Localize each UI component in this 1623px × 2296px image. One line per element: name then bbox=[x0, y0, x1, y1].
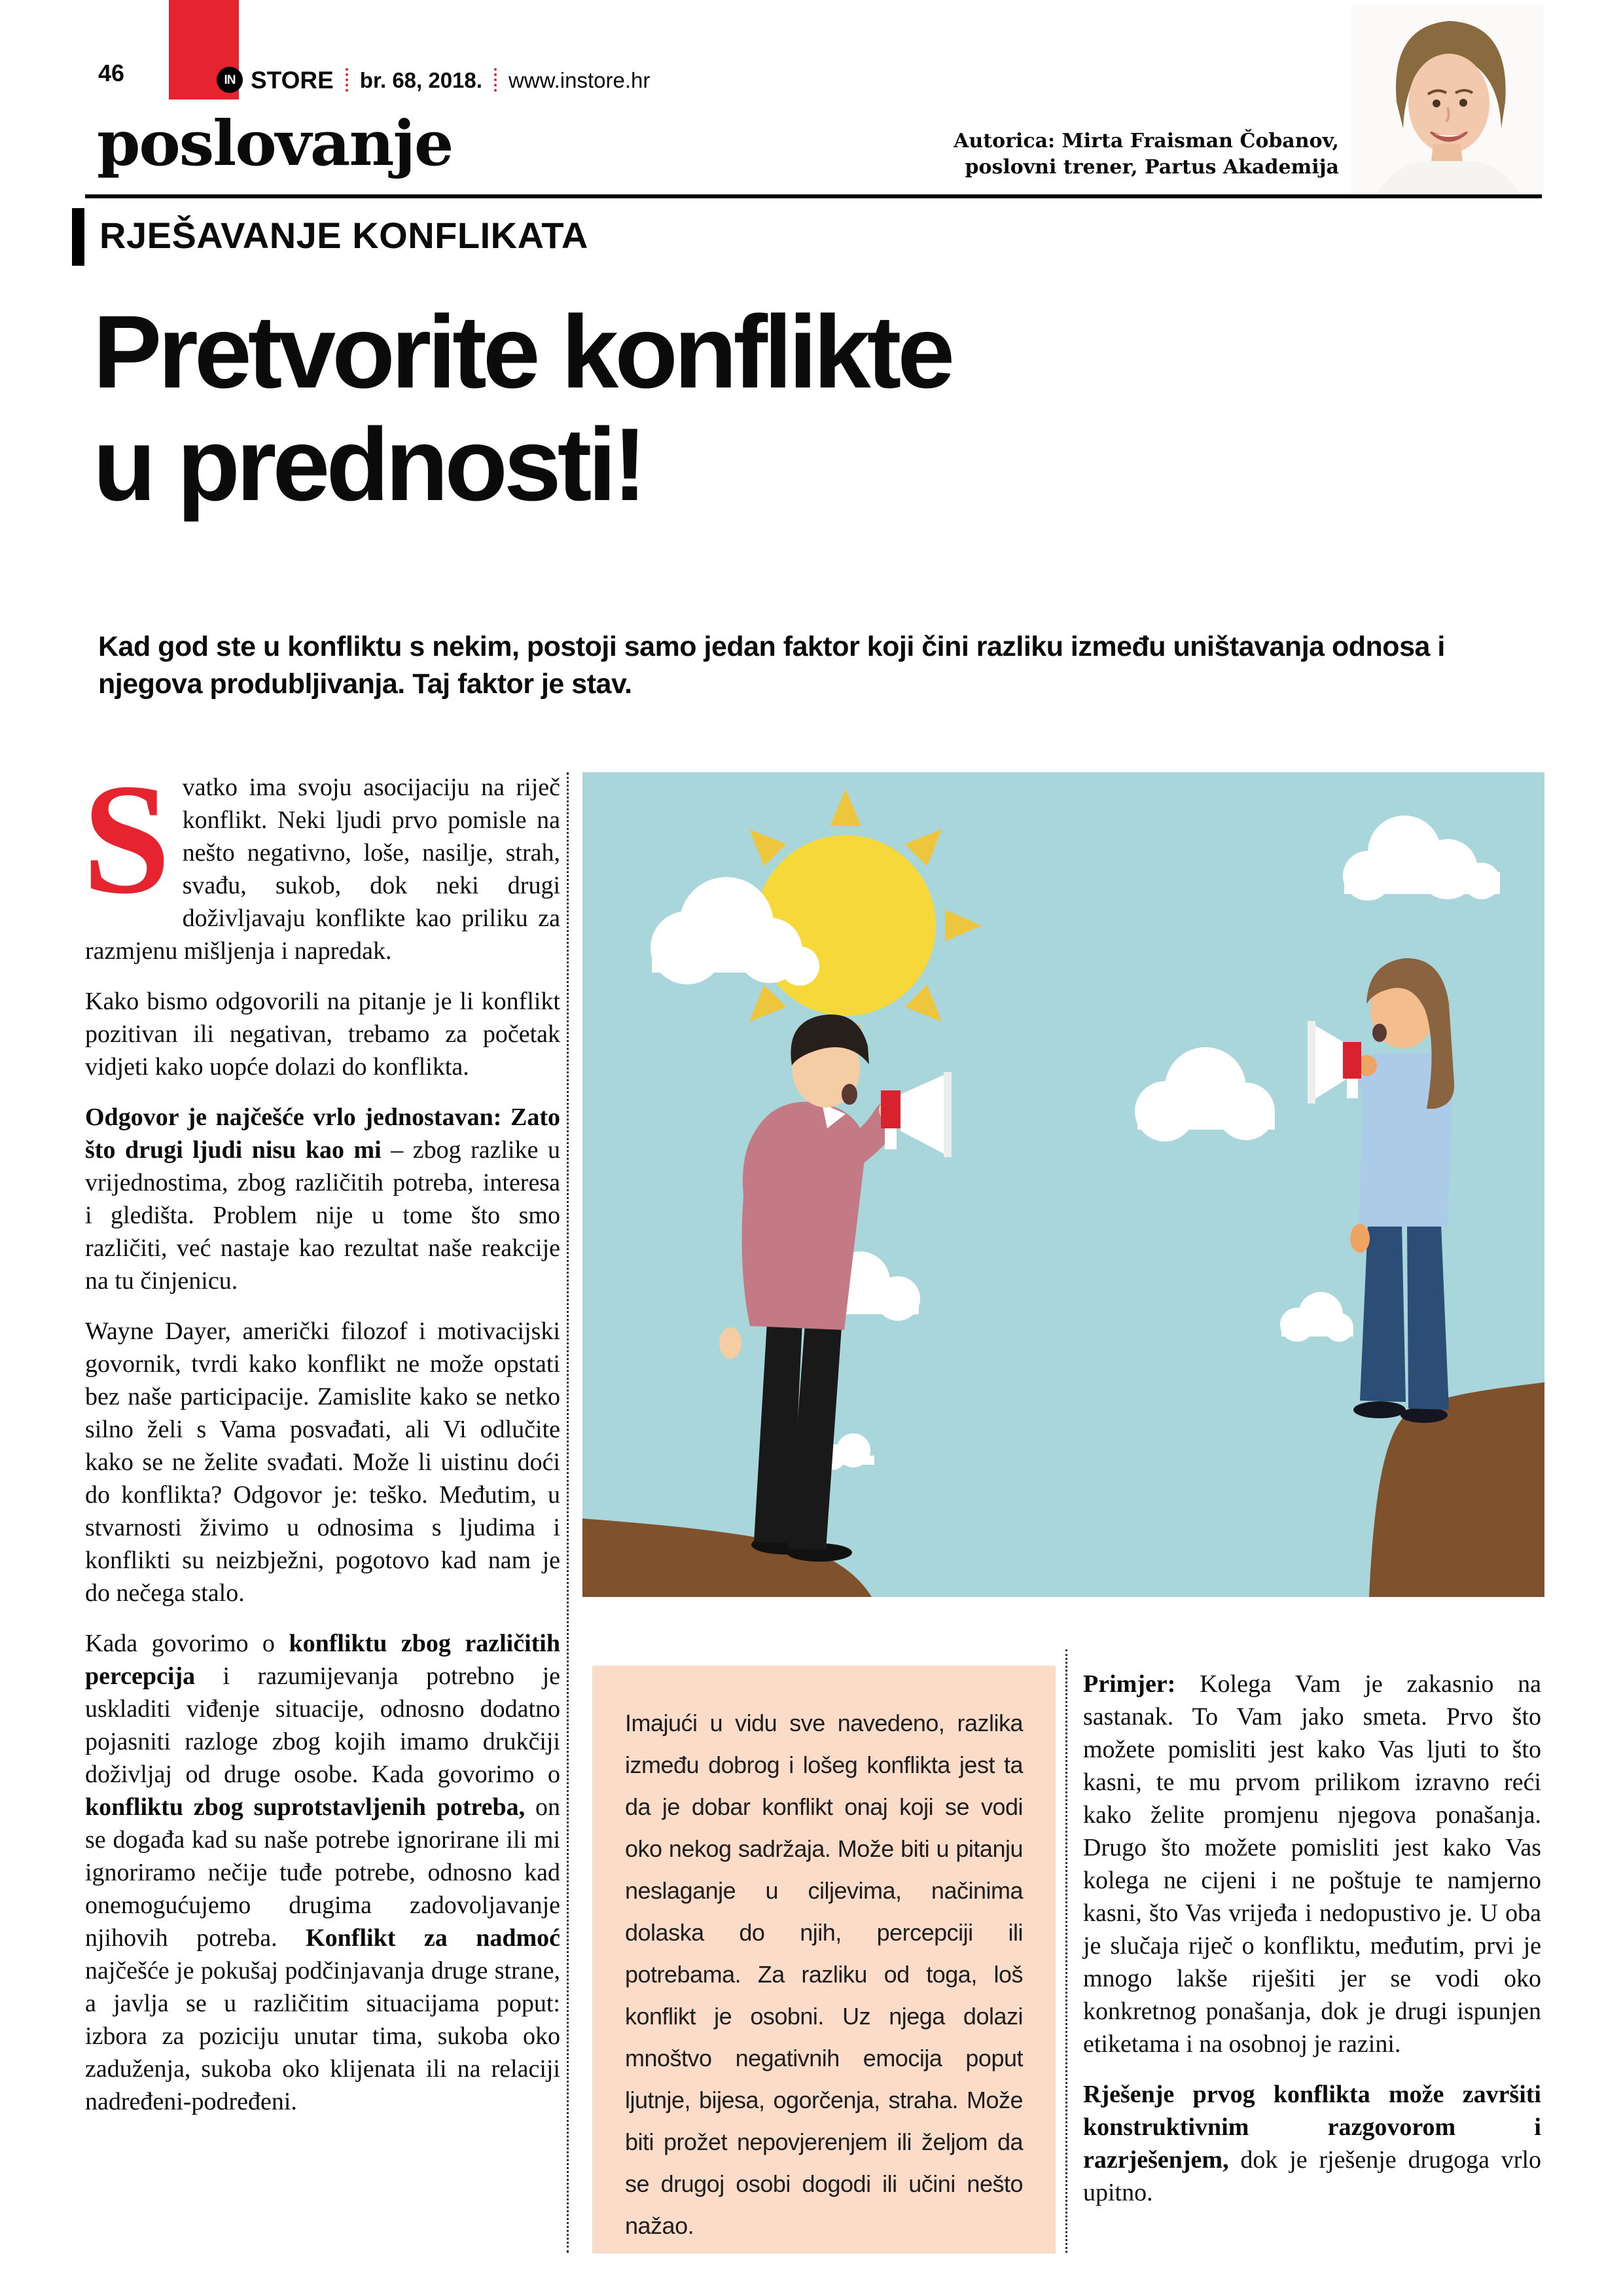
article-title-line2: u prednosti! bbox=[93, 407, 643, 522]
man-sweater bbox=[742, 1102, 866, 1330]
article-lead: Kad god ste u konfliktu s nekim, postoji samo jedan faktor koji čini razliku između uništavanja odnosa i njegova produbljivanja. Taj faktor je stav. bbox=[98, 631, 1445, 700]
article-title bbox=[93, 296, 951, 521]
paragraph: Primjer: Kolega Vam je zakasnio na sastanak. To Vam jako smeta. Prvo što možete pomisliti jest kako Vas ljuti to što kasni, te mu prvom prilikom izravno reći kako želite promjenu njegova ponašanja. Drugo što možete pomisliti jest kako Vas kolega ne cijeni i ne poštuje te namjerno kasni, što Vas vrijeđa i nedopustivo je. U oba je slučaja riječ o konfliktu, međutim, prvi je mnogo lakše riješiti jer se vodi oko konkretnog ponašanja, dok je drugi ispunjen etiketama i na osobnoj je razini. bbox=[1083, 1670, 1541, 2058]
author-photo bbox=[1351, 4, 1543, 194]
page-number: 46 bbox=[98, 60, 125, 86]
paragraph: Svatko ima svoju asocijaciju na riječ konflikt. Neki ljudi prvo pomisle na nešto negativno, loše, nasilje, strah, svađu, sukob, dok neki drugi doživljavaju konflikte kao priliku za razmjenu mišljenja i napredak. bbox=[82, 751, 560, 965]
article-column-3 bbox=[1083, 1668, 1541, 2257]
instore-logo-in-icon: IN bbox=[217, 67, 243, 93]
paragraph: Rješenje prvog konflikta može završiti konstruktivnim razgovorom i razrješenjem, dok je rješenje drugoga vrlo upitno. bbox=[1083, 2081, 1541, 2206]
instore-logo-store: STORE bbox=[251, 66, 334, 94]
kicker: RJEŠAVANJE KONFLIKATA bbox=[99, 215, 588, 256]
author-credit-line2: poslovni trener, Partus Akademija bbox=[965, 156, 1339, 179]
paragraph: Kada govorimo o konfliktu zbog različitih percepcija i razumijevanja potrebno je uskladiti viđenje situacije, odnosno dodatno pojasniti razloge zbog kojih imamo drukčiji doživljaj od druge osobe. Kada govorimo o konfliktu zbog suprotstavljenih potreba, on se događa kad su naše potrebe ignorirane ili mi ignoriramo nečije tuđe potrebe, odnosno kad onemogućujemo drugima zadovoljavanje njihovih potreba. Konflikt za nadmoć najčešće je pokušaj podčinjavanja druge strane, a javlja se u različitim situacijama poput: izbora za poziciju unutar tima, sukoba oko zaduženja, sukoba oko klijenata ili na relaciji nadređeni-podređeni. bbox=[85, 1630, 561, 2115]
article-title-line1: Pretvorite konflikte bbox=[93, 295, 952, 410]
header-meta bbox=[217, 65, 650, 94]
author-credit bbox=[954, 128, 1339, 181]
kicker-bar bbox=[72, 208, 84, 266]
column-separator bbox=[567, 772, 569, 2253]
conflict-illustration bbox=[582, 772, 1544, 1597]
website-url: www.instore.hr bbox=[508, 67, 651, 92]
drop-cap: S bbox=[82, 751, 171, 927]
highlight-box: Imajući u vidu sve navedeno, razlika između dobrog i lošeg konflikta jest ta da je dobar konflikt onaj koji se vodi oko nekog sadržaja. Može biti u pitanju neslaganje u ciljevima, načinima dolaska do njih, percepciji ili potrebama. Za razliku od toga, loš konflikt je osobni. Uz njega dolazi mnoštvo negativnih emocija poput ljutnje, bijesa, ogorčenja, straha. Može biti prožet nepovjerenjem ili željom da se drugoj osobi dogodi ili učini nešto nažao. bbox=[592, 1666, 1056, 2253]
section-title: poslovanje bbox=[97, 107, 453, 180]
issue-number: br. 68, 2018. bbox=[359, 67, 482, 92]
paragraph: Wayne Dayer, američki filozof i motivacijski govornik, tvrdi kako konflikt ne može opstati bez naše participacije. Zamislite kako se netko silno želi s Vama posvađati, ali Vi odlučite kako se ne želite svađati. Može li uistinu doći do konflikta? Odgovor je: teško. Međutim, u stvarnosti živimo u odnosima s ljudima i konflikti su neizbježni, pogotovo kad nam je do nečega stalo. bbox=[85, 1318, 560, 1607]
header-rule bbox=[85, 194, 1542, 198]
paragraph: Kako bismo odgovorili na pitanje je li konflikt pozitivan ili negativan, trebamo za početak vidjeti kako uopće dolazi do konflikta. bbox=[85, 988, 560, 1081]
author-credit-line1: Autorica: Mirta Fraisman Čobanov, bbox=[954, 130, 1339, 152]
column-separator bbox=[1065, 1649, 1067, 2253]
article-column-1 bbox=[82, 751, 561, 2257]
header-dotted-separator bbox=[494, 68, 497, 92]
author-portrait-graphic bbox=[1351, 4, 1543, 194]
paragraph: Odgovor je najčešće vrlo jednostavan: Zato što drugi ljudi nisu kao mi – zbog razlike u vrijednostima, zbog različitih potreba, interesa i gledišta. Problem nije u tome što smo različiti, već nastaje kao rezultat naše reakcije na tu činjenicu. bbox=[85, 1103, 560, 1295]
header-dotted-separator bbox=[346, 68, 348, 92]
conflict-illustration-graphic bbox=[582, 772, 1544, 1597]
